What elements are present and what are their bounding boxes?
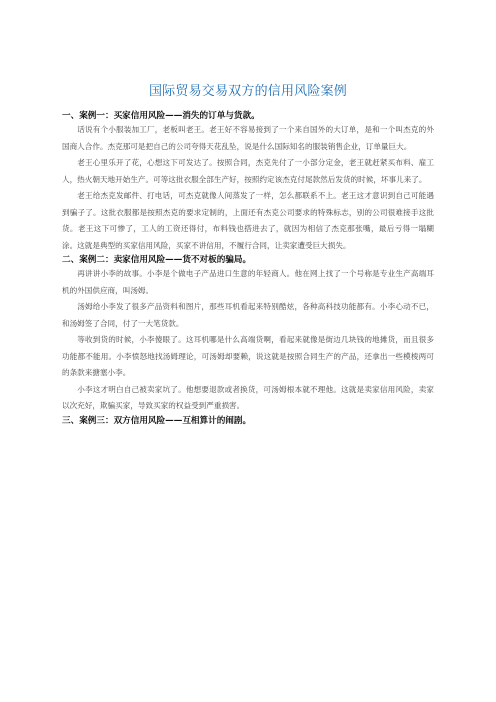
paragraph: 话说有个小服装加工厂，老板叫老王。老王好不容易接到了一个来自国外的大订单，是和一个叫杰克的外国商人合作。杰克那可是把自己的公司夸得天花乱坠，说是什么国际知名的服装销售企业，订单量巨大。	[62, 125, 434, 151]
paragraph: 老王心里乐开了花，心想这下可发达了。按照合同，杰克先付了一小部分定金，老王就赶紧买布料、雇工人，热火朝天地开始生产。可等这批衣服全部生产好，按照约定该杰克付尾款然后发货的时候，坏事儿来了。	[62, 158, 434, 184]
section-heading-3: 三、案例三：双方信用风险——互相算计的闹剧。	[62, 415, 252, 426]
paragraph: 等收到货的时候，小李傻眼了。这耳机哪是什么高端货啊，看起来就像是街边几块钱的地摊货，而且很多功能都不能用。小李愤怒地找汤姆理论，可汤姆却要赖，说这就是按照合同生产的产品，还拿出一些模棱两可的条款来搪塞小李。	[62, 335, 434, 377]
paragraph: 再讲讲小李的故事。小李是个做电子产品进口生意的年轻商人。他在网上找了一个号称是专业生产高端耳机的外国供应商，叫汤姆。	[62, 269, 434, 295]
paragraph: 小李这才明白自己被卖家坑了。他想要退款或者换货，可汤姆根本就不理他。这就是卖家信用风险，卖家以次充好，欺骗买家，导致买家的权益受到严重损害。	[62, 384, 434, 410]
paragraph: 老王给杰克发邮件、打电话，可杰克就像人间蒸发了一样，怎么都联系不上。老王这才意识到自己可能遇到骗子了。这批衣服都是按照杰克的要求定制的，上面还有杰克公司要求的特殊标志，别的公司很难接手这批货。老王这下可惨了，工人的工资还得付，布料钱也搭进去了，就因为相信了杰克那张嘴，最后亏得一塌糊涂。这就是典型的买家信用风险，买家不讲信用，不履行合同，让卖家遭受巨大损失。	[62, 191, 434, 250]
section-heading-1: 一、案例一：买家信用风险——消失的订单与货款。	[62, 111, 260, 121]
document-body	[62, 110, 434, 427]
document-title: 国际贸易交易双方的信用风险案例	[148, 84, 347, 99]
paragraph: 汤姆给小李发了很多产品资料和图片，那些耳机看起来特别酷炫，各种高科技功能都有。小李心动不已，和汤姆签了合同，付了一大笔货款。	[62, 302, 434, 328]
section-heading-2: 二、案例二：卖家信用风险——货不对板的骗局。	[62, 255, 252, 265]
